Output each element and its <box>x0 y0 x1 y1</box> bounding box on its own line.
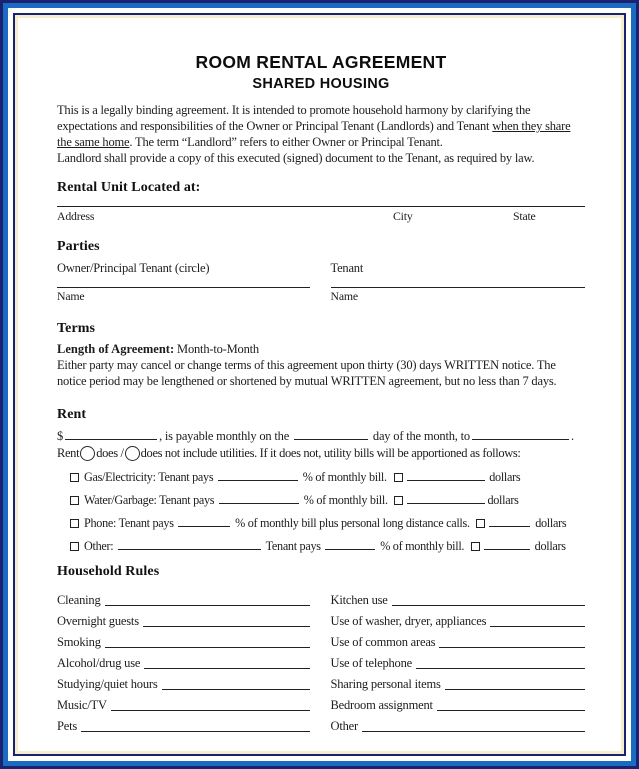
utilities-line-post: does not include utilities. If it does not, utility bills will be apportioned as follows: <box>140 446 521 460</box>
rule-input-line[interactable] <box>105 605 310 606</box>
document-subtitle: SHARED HOUSING <box>252 76 390 92</box>
utility-text: dollars <box>486 470 521 484</box>
utility-blank-field[interactable] <box>118 538 261 550</box>
rule-input-line[interactable] <box>362 731 585 732</box>
address-label: Address <box>57 209 95 223</box>
utility-blank-field[interactable] <box>178 515 230 527</box>
owner-label: Owner/Principal Tenant (circle) <box>57 261 210 275</box>
utility-row <box>57 512 585 535</box>
rent-day-blank[interactable] <box>294 428 368 440</box>
tenant-column <box>331 255 586 303</box>
utility-text: dollars <box>532 516 567 530</box>
border-white-band <box>8 8 631 761</box>
utilities-line-mid: does / <box>96 446 124 460</box>
rent-payable-text-1: , is payable monthly on the <box>159 429 292 443</box>
rule-label: Cleaning <box>57 593 101 607</box>
rule-input-line[interactable] <box>144 668 309 669</box>
rule-label: Pets <box>57 719 78 733</box>
rule-row <box>57 650 310 671</box>
rule-row <box>331 671 586 692</box>
rent-payable-line <box>57 427 585 445</box>
rule-input-line[interactable] <box>490 626 585 627</box>
terms-heading: Terms <box>57 321 96 336</box>
rule-label: Smoking <box>57 635 101 649</box>
rule-row <box>57 713 310 734</box>
utility-text: Water/Garbage: Tenant pays <box>84 493 217 507</box>
rule-label: Bedroom assignment <box>330 698 433 712</box>
rent-heading: Rent <box>57 407 87 422</box>
rule-input-line[interactable] <box>445 689 585 690</box>
border-blue-band <box>3 3 636 766</box>
dollar-sign: $ <box>57 429 64 443</box>
rule-row <box>331 629 586 650</box>
utility-blank-field[interactable] <box>484 538 530 550</box>
rent-payable-text-2: day of the month, to <box>369 429 470 443</box>
intro-underlined-phrase: when they share the same home <box>57 119 571 149</box>
intro-paragraph <box>57 102 585 150</box>
tenant-label: Tenant <box>330 261 364 275</box>
utility-checkbox[interactable] <box>70 496 79 505</box>
utility-text: Tenant pays <box>263 539 324 553</box>
rule-label: Use of telephone <box>330 656 412 670</box>
utility-text: % of monthly bill. <box>300 470 390 484</box>
rule-input-line[interactable] <box>81 731 309 732</box>
intro-text-after: . The term “Landlord” refers to either Owner or Principal Tenant. <box>129 135 443 149</box>
does-option-circle[interactable] <box>80 446 95 461</box>
rule-row <box>331 587 586 608</box>
owner-column <box>57 255 310 303</box>
intro-law-note: Landlord shall provide a copy of this executed (signed) document to the Tenant, as required by law. <box>57 151 535 165</box>
rule-row <box>331 713 586 734</box>
length-of-agreement-label: Length of Agreement: <box>57 342 175 356</box>
utility-text: % of monthly bill plus personal long distance calls. <box>232 516 473 530</box>
rule-input-line[interactable] <box>143 626 310 627</box>
rule-row <box>331 692 586 713</box>
parties-heading: Parties <box>57 239 100 254</box>
rule-row <box>331 650 586 671</box>
rule-input-line[interactable] <box>111 710 310 711</box>
utility-text: % of monthly bill. <box>300 493 391 507</box>
utility-blank-field[interactable] <box>218 469 298 481</box>
utility-row <box>57 466 585 489</box>
length-of-agreement-line <box>57 341 585 357</box>
tenant-name-input-line[interactable] <box>331 276 586 288</box>
household-rules-heading: Household Rules <box>57 564 160 579</box>
document-title: ROOM RENTAL AGREEMENT <box>195 52 447 72</box>
does-not-option-circle[interactable] <box>125 446 140 461</box>
utility-checkbox[interactable] <box>70 542 79 551</box>
utility-text: % of monthly bill. <box>377 539 467 553</box>
utility-blank-field[interactable] <box>325 538 375 550</box>
utility-checkbox[interactable] <box>471 542 480 551</box>
utility-checkbox[interactable] <box>70 519 79 528</box>
tenant-name-label: Name <box>330 289 358 303</box>
household-rules-right-column <box>331 587 586 734</box>
utility-text: Other: <box>84 539 117 553</box>
border-cream-band <box>15 15 624 754</box>
utility-blank-field[interactable] <box>219 492 299 504</box>
inner-border-navy <box>13 13 626 756</box>
utility-blank-field[interactable] <box>407 469 485 481</box>
rule-label: Alcohol/drug use <box>57 656 141 670</box>
city-label: City <box>393 209 413 223</box>
utility-blank-field[interactable] <box>407 492 485 504</box>
rule-label: Other <box>330 719 358 733</box>
utility-text: Gas/Electricity: Tenant pays <box>84 470 217 484</box>
rule-row <box>57 587 310 608</box>
utility-text: Phone: Tenant pays <box>84 516 177 530</box>
rent-amount-blank[interactable] <box>65 428 157 440</box>
rule-label: Use of washer, dryer, appliances <box>330 614 487 628</box>
rule-input-line[interactable] <box>416 668 585 669</box>
rule-label: Kitchen use <box>330 593 388 607</box>
utility-checkbox[interactable] <box>70 473 79 482</box>
address-input-line[interactable] <box>57 196 585 207</box>
utilities-line-pre: Rent <box>57 446 80 460</box>
rule-row <box>57 692 310 713</box>
rental-unit-heading: Rental Unit Located at: <box>57 180 201 195</box>
household-rules-columns <box>57 587 585 734</box>
rule-label: Sharing personal items <box>330 677 441 691</box>
utility-checkbox[interactable] <box>476 519 485 528</box>
rule-input-line[interactable] <box>162 689 310 690</box>
household-rules-left-column <box>57 587 310 734</box>
utility-blank-field[interactable] <box>489 515 530 527</box>
rule-row <box>57 671 310 692</box>
rent-payable-period: . <box>570 429 574 443</box>
rule-input-line[interactable] <box>105 647 310 648</box>
document-page <box>18 18 621 751</box>
owner-name-input-line[interactable] <box>57 276 310 288</box>
utility-apportionment-list <box>57 466 585 558</box>
utility-row <box>57 489 585 512</box>
intro-text-before: This is a legally binding agreement. It is intended to promote household harmony by clarifying the expectations and responsibilities of the Owner or Principal Tenant (Landlords) and Tenant <box>57 103 531 133</box>
utility-row <box>57 535 585 558</box>
length-of-agreement-value: Month-to-Month <box>174 342 259 356</box>
parties-columns <box>57 255 585 303</box>
rule-input-line[interactable] <box>439 647 585 648</box>
rule-row <box>57 608 310 629</box>
rule-input-line[interactable] <box>392 605 585 606</box>
utility-checkbox[interactable] <box>394 473 403 482</box>
rule-row <box>331 608 586 629</box>
rule-row <box>57 629 310 650</box>
utilities-included-line <box>57 445 585 462</box>
terms-body-text: Either party may cancel or change terms of this agreement upon thirty (30) days WRITTEN notice. The notice period may be lengthened or shortened by mutual WRITTEN agreement, but no less than 7 days. <box>57 358 557 388</box>
rule-label: Music/TV <box>57 698 107 712</box>
rule-label: Overnight guests <box>57 614 139 628</box>
utility-checkbox[interactable] <box>394 496 403 505</box>
utility-text: dollars <box>487 493 519 507</box>
rule-input-line[interactable] <box>437 710 585 711</box>
rule-label: Use of common areas <box>330 635 436 649</box>
state-label: State <box>513 209 536 223</box>
owner-name-label: Name <box>57 289 85 303</box>
rent-payee-blank[interactable] <box>472 428 569 440</box>
address-labels-row <box>57 207 585 224</box>
utility-text: dollars <box>531 539 566 553</box>
rule-label: Studying/quiet hours <box>57 677 158 691</box>
